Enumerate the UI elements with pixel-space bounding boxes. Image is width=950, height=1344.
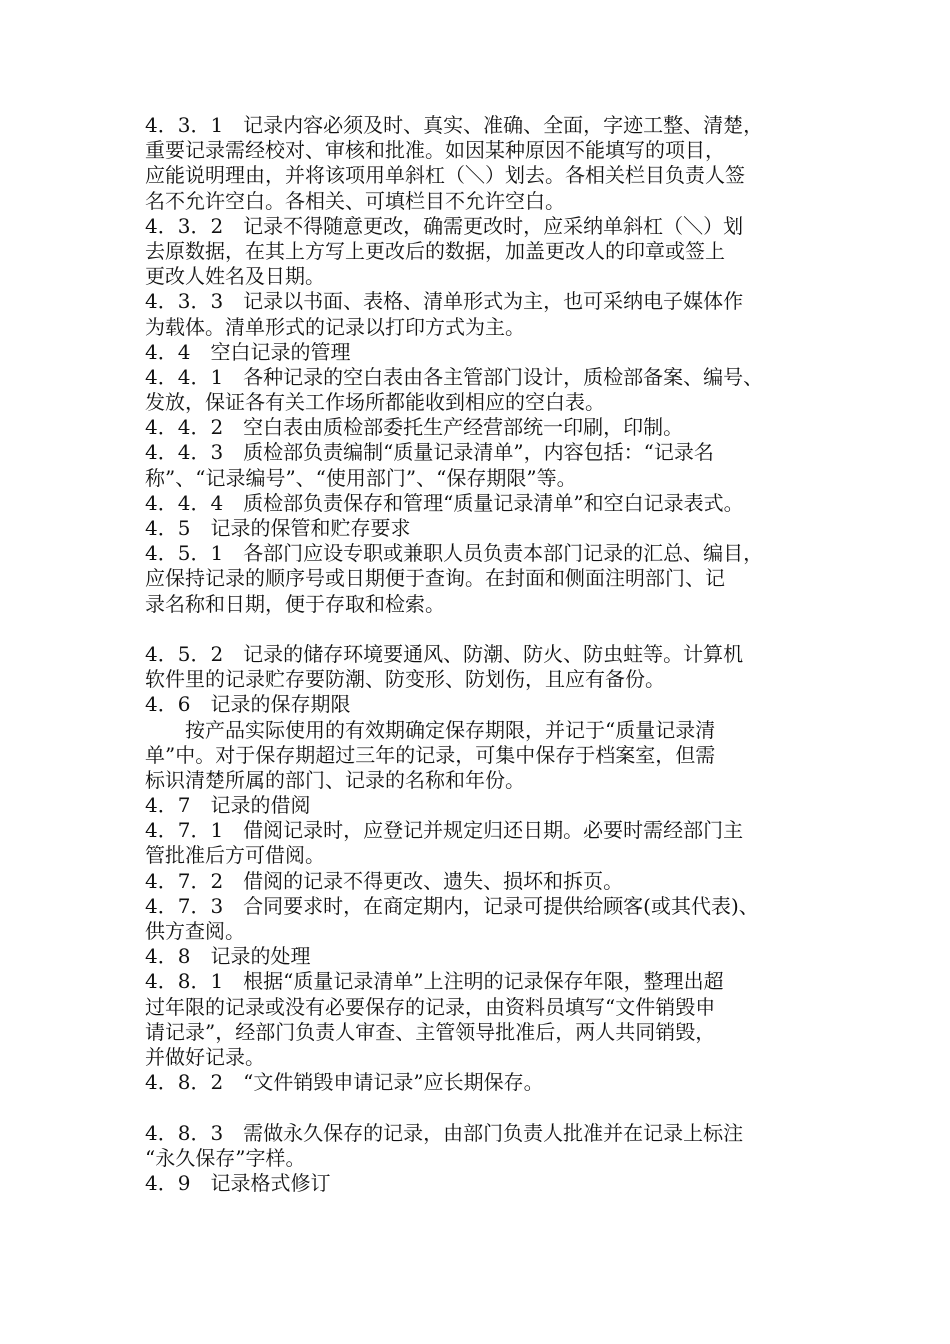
section-heading: 4．4 空白记录的管理 bbox=[145, 339, 351, 364]
text-line: 重要记录需经校对、审核和批准。如因某种原因不能填写的项目， bbox=[145, 138, 725, 163]
section-heading: 4．9 记录格式修订 bbox=[145, 1170, 331, 1195]
text-line: 按产品实际使用的有效期确定保存期限，并记于“质量记录清 bbox=[185, 717, 716, 742]
text-line: 4．4．3 质检部负责编制“质量记录清单”，内容包括：“记录名 bbox=[145, 440, 714, 465]
section-heading: 4．8 记录的处理 bbox=[145, 944, 311, 969]
text-line: 4．7．1 借阅记录时，应登记并规定归还日期。必要时需经部门主 bbox=[145, 818, 744, 843]
document-body bbox=[145, 113, 825, 1196]
text-line: 单”中。对于保存期超过三年的记录，可集中保存于档案室，但需 bbox=[145, 742, 716, 767]
text-line: 4．4．2 空白表由质检部委托生产经营部统一印刷，印制。 bbox=[145, 415, 684, 440]
text-line: 更改人姓名及日期。 bbox=[145, 264, 325, 289]
text-line: 4．5．2 记录的储存环境要通风、防潮、防火、防虫蛀等。计算机 bbox=[145, 641, 744, 666]
section-heading: 4．5 记录的保管和贮存要求 bbox=[145, 516, 411, 540]
text-line: 4．8．1 根据“质量记录清单”上注明的记录保存年限，整理出超 bbox=[145, 969, 724, 994]
blank-line bbox=[145, 617, 825, 642]
text-line: 4．8．3 需做永久保存的记录，由部门负责人批准并在记录上标注 bbox=[145, 1120, 744, 1145]
text-line: 4．3．1 记录内容必须及时、真实、准确、全面，字迹工整、清楚， bbox=[145, 113, 764, 137]
text-line: 应保持记录的顺序号或日期便于查询。在封面和侧面注明部门、记 bbox=[145, 566, 725, 591]
section-heading: 4．6 记录的保存期限 bbox=[145, 692, 351, 717]
text-line: 4．3．2 记录不得随意更改，确需更改时，应采纳单斜杠（＼）划 bbox=[145, 213, 744, 238]
text-line: 过年限的记录或没有必要保存的记录，由资料员填写“文件销毁申 bbox=[145, 994, 716, 1019]
text-line: 供方查阅。 bbox=[145, 919, 245, 943]
text-line: 并做好记录。 bbox=[145, 1044, 265, 1069]
text-line: 请记录”，经部门负责人审查、主管领导批准后，两人共同销毁， bbox=[145, 1019, 716, 1044]
text-line: 为载体。清单形式的记录以打印方式为主。 bbox=[145, 314, 525, 339]
blank-line bbox=[145, 1095, 825, 1120]
text-line: 4．4．1 各种记录的空白表由各主管部门设计，质检部备案、编号、 bbox=[145, 364, 764, 389]
text-line: 标识清楚所属的部门、记录的名称和年份。 bbox=[145, 767, 525, 792]
text-line: 应能说明理由，并将该项用单斜杠（＼）划去。各相关栏目负责人签 bbox=[145, 163, 745, 188]
text-line: 名不允许空白。各相关、可填栏目不允许空白。 bbox=[145, 188, 565, 213]
text-line: 发放，保证各有关工作场所都能收到相应的空白表。 bbox=[145, 390, 605, 415]
text-line: 称”、“记录编号”、“使用部门”、“保存期限”等。 bbox=[145, 465, 577, 490]
text-line: 4．7．3 合同要求时，在商定期内，记录可提供给顾客(或其代表)、 bbox=[145, 893, 759, 918]
text-line: 软件里的记录贮存要防潮、防变形、防划伤，且应有备份。 bbox=[145, 667, 665, 692]
section-heading: 4．7 记录的借阅 bbox=[145, 793, 311, 818]
text-line: 4．4．4 质检部负责保存和管理“质量记录清单”和空白记录表式。 bbox=[145, 490, 744, 515]
text-line: 4．8．2 “文件销毁申请记录”应长期保存。 bbox=[145, 1070, 544, 1095]
text-line: 4．5．1 各部门应设专职或兼职人员负责本部门记录的汇总、编目， bbox=[145, 541, 764, 566]
text-line: 录名称和日期，便于存取和检索。 bbox=[145, 591, 445, 616]
text-line: 去原数据，在其上方写上更改后的数据，加盖更改人的印章或签上 bbox=[145, 238, 725, 263]
text-line: 4．7．2 借阅的记录不得更改、遗失、损坏和拆页。 bbox=[145, 868, 624, 893]
text-line: “永久保存”字样。 bbox=[145, 1145, 306, 1170]
text-line: 4．3．3 记录以书面、表格、清单形式为主，也可采纳电子媒体作 bbox=[145, 289, 744, 314]
text-line: 管批准后方可借阅。 bbox=[145, 843, 325, 868]
